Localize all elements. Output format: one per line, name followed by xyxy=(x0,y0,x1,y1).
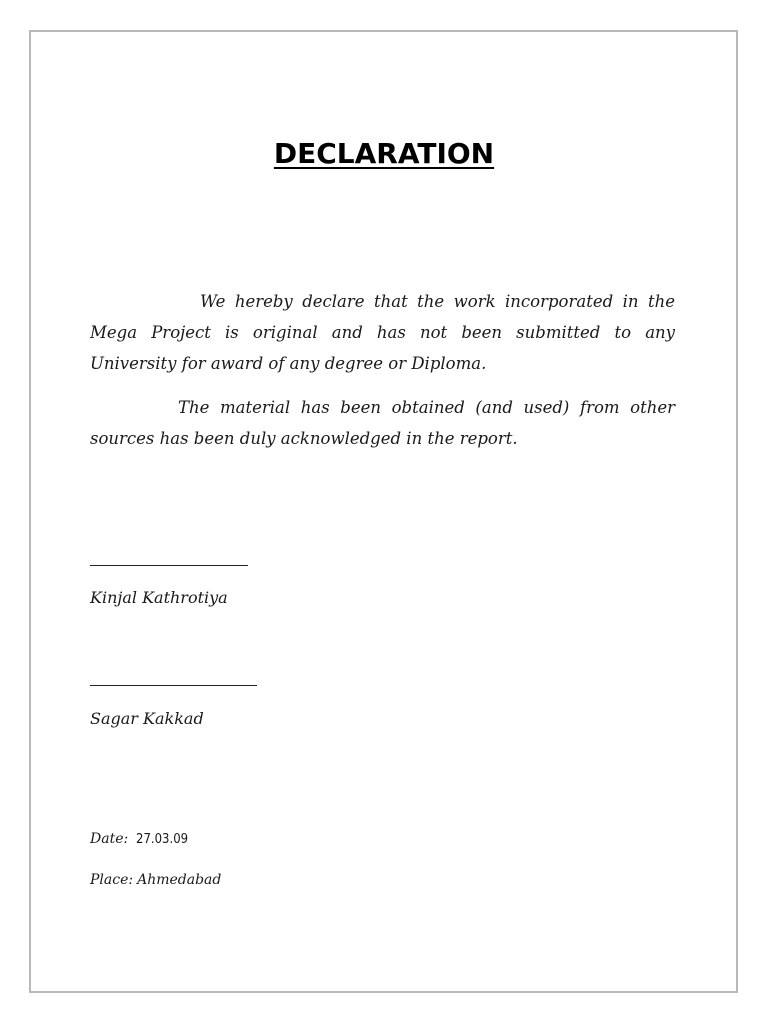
date-label: Date: xyxy=(90,831,129,847)
place-label: Place: xyxy=(90,872,134,888)
signature-line-2 xyxy=(90,685,257,686)
page-title xyxy=(0,134,768,174)
signatory-name-1: Kinjal Kathrotiya xyxy=(90,588,228,607)
place-row xyxy=(90,870,221,890)
declaration-paragraph-2: The material has been obtained (and used) from other sources has been duly acknowledged in the report. xyxy=(90,398,675,448)
date-row xyxy=(90,829,194,850)
date-value: 27.03.09 xyxy=(136,832,189,847)
title-text: DECLARATION xyxy=(273,137,495,170)
place-value: Ahmedabad xyxy=(137,872,222,888)
declaration-paragraph-1: We hereby declare that the work incorporated in the Mega Project is original and has not been submitted to any University for award of any degree or Diploma. xyxy=(90,292,675,373)
signature-line-1 xyxy=(90,565,248,566)
signatory-name-2: Sagar Kakkad xyxy=(90,709,204,728)
